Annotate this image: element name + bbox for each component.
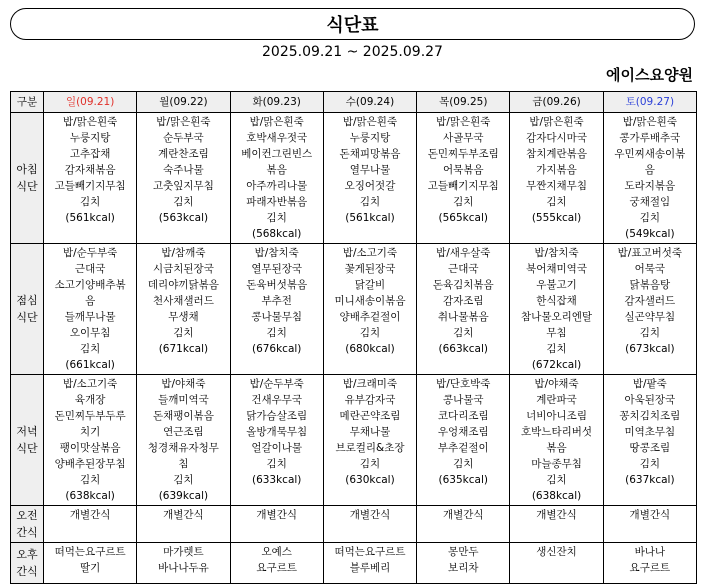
row-label xyxy=(11,113,44,244)
menu-item: (630kcal) xyxy=(345,474,395,486)
menu-item: 고춧잎지무침 xyxy=(152,180,214,192)
menu-cell xyxy=(44,244,137,375)
menu-cell xyxy=(603,244,696,375)
menu-cell xyxy=(44,375,137,506)
menu-item: 천사채샐러드 xyxy=(152,295,214,307)
menu-item: 볶음 xyxy=(266,164,287,176)
menu-item: 아주까리나물 xyxy=(246,180,308,192)
menu-item: 우엉채조림 xyxy=(437,426,489,438)
menu-item: 김치 xyxy=(546,343,567,355)
menu-item: 밥/소고기죽 xyxy=(63,378,118,390)
menu-item: 데리야끼닭볶음 xyxy=(147,279,219,291)
menu-item: 김치 xyxy=(359,196,381,208)
menu-item: 우불고기 xyxy=(536,279,577,291)
row-label-line: 식단 xyxy=(16,442,38,455)
menu-item: 돈민찌두부두루 xyxy=(54,410,126,422)
menu-item: 아욱된장국 xyxy=(624,394,676,406)
menu-item: 김치 xyxy=(79,196,101,208)
menu-item: 김치 xyxy=(79,343,101,355)
menu-item: (561kcal) xyxy=(345,212,395,224)
menu-item: 돈육김치볶음 xyxy=(432,279,494,291)
menu-item: 김치 xyxy=(639,458,660,470)
menu-item: 요구르트 xyxy=(256,562,297,574)
menu-item: (676kcal) xyxy=(251,343,302,355)
row-label-line: 간식 xyxy=(16,526,38,539)
menu-item: 김치 xyxy=(546,474,567,486)
menu-item: 열무된장국 xyxy=(251,263,303,275)
menu-item: 호박새우젓국 xyxy=(246,132,308,144)
menu-item: 밥/참치죽 xyxy=(534,247,579,259)
menu-item: 감자다시마국 xyxy=(526,132,587,144)
menu-item: 부추겉절이 xyxy=(437,442,489,454)
menu-item: 바나나 xyxy=(634,546,666,558)
menu-item: 음 xyxy=(85,295,96,307)
day-header: 금(09.26) xyxy=(510,92,603,113)
menu-item: 미니새송이볶음 xyxy=(334,295,406,307)
menu-item: 사골무국 xyxy=(442,132,484,144)
menu-item: 밥/야채죽 xyxy=(534,378,579,390)
row-label xyxy=(11,543,44,584)
menu-cell xyxy=(230,244,323,375)
menu-item: 김치 xyxy=(173,474,194,486)
menu-item: 요구르트 xyxy=(629,562,671,574)
menu-item: 밥/야채죽 xyxy=(161,378,206,390)
menu-item: 무생채 xyxy=(168,311,199,323)
row-label xyxy=(11,244,44,375)
row-label-line: 식단 xyxy=(16,180,38,193)
menu-item: 김치 xyxy=(266,327,287,339)
menu-item: (633kcal) xyxy=(251,474,302,486)
menu-item: (635kcal) xyxy=(438,474,488,486)
menu-item: 김치 xyxy=(266,458,287,470)
menu-item: (549kcal) xyxy=(625,228,675,240)
menu-item: 꽃게된장국 xyxy=(344,263,396,275)
menu-item: 무침 xyxy=(546,327,567,339)
menu-cell xyxy=(137,244,230,375)
menu-item: 들깨무나물 xyxy=(64,311,116,323)
menu-item: 감자샐러드 xyxy=(624,295,676,307)
menu-cell xyxy=(417,113,510,244)
page-title: 식단표 xyxy=(10,8,695,40)
table-body xyxy=(11,113,697,584)
menu-cell xyxy=(510,244,603,375)
menu-cell xyxy=(137,543,230,584)
menu-item: 부추전 xyxy=(261,295,292,307)
menu-item: 미역초무침 xyxy=(624,426,676,438)
menu-item: 밥/맑은흰죽 xyxy=(436,116,491,128)
menu-item: 참나물오리엔탈 xyxy=(521,311,593,323)
menu-item: 땅콩조림 xyxy=(629,442,671,454)
menu-cell xyxy=(137,506,230,543)
menu-item: 마늘종무침 xyxy=(531,458,582,470)
menu-item: 보리차 xyxy=(448,562,479,574)
menu-cell xyxy=(230,506,323,543)
menu-item: 김치 xyxy=(359,327,381,339)
row-label xyxy=(11,506,44,543)
row-label-line: 저녁 xyxy=(16,425,38,438)
menu-item: 누룽지탕 xyxy=(349,132,391,144)
menu-cell xyxy=(417,506,510,543)
menu-item: 들깨미역국 xyxy=(158,394,209,406)
menu-item: 콩나물국 xyxy=(442,394,484,406)
menu-item: 밥/순두부죽 xyxy=(249,378,304,390)
menu-item: 떠먹는요구르트 xyxy=(334,546,406,558)
date-range: 2025.09.21 ~ 2025.09.27 xyxy=(262,44,443,60)
menu-item: 개별간식 xyxy=(349,509,391,521)
menu-item: 닭가슴살조림 xyxy=(246,410,308,422)
menu-item: 밥/맑은흰죽 xyxy=(249,116,304,128)
menu-item: 개별간식 xyxy=(629,509,671,521)
menu-item: 음 xyxy=(644,164,655,176)
menu-item: 청경채유자청무 xyxy=(147,442,219,454)
menu-item: 김치 xyxy=(639,212,660,224)
menu-item: 치기 xyxy=(79,426,101,438)
menu-item: 돈민찌두부조림 xyxy=(427,148,499,160)
menu-cell xyxy=(44,113,137,244)
menu-item: 무채나물 xyxy=(349,426,391,438)
menu-item: 어묵볶음 xyxy=(442,164,484,176)
menu-item: 밥/맑은흰죽 xyxy=(156,116,211,128)
menu-item: 북어채미역국 xyxy=(526,263,587,275)
menu-item: 밥/맑은흰죽 xyxy=(342,116,398,128)
menu-item: 김치 xyxy=(639,327,660,339)
day-header: 일(09.21) xyxy=(44,92,137,113)
menu-item: 베이컨그린빈스 xyxy=(241,148,313,160)
menu-item: 딸기 xyxy=(79,562,101,574)
menu-item: 몽만두 xyxy=(448,546,479,558)
menu-item: 궁채절임 xyxy=(629,196,671,208)
menu-item: 밥/소고기죽 xyxy=(342,247,398,259)
menu-item: 계란찬조림 xyxy=(158,148,209,160)
menu-item: 김치 xyxy=(453,196,474,208)
menu-item: 호박느타리버섯 xyxy=(521,426,593,438)
menu-item: 생신잔치 xyxy=(536,546,577,558)
menu-item: 팽이맛살볶음 xyxy=(59,442,121,454)
menu-item: 코다리조림 xyxy=(437,410,489,422)
menu-item: 밥/단호박죽 xyxy=(436,378,491,390)
row-label-line: 간식 xyxy=(16,565,38,578)
menu-item: 건새우무국 xyxy=(251,394,303,406)
menu-item: 김치 xyxy=(79,474,101,486)
menu-item: 고추잡채 xyxy=(69,148,111,160)
menu-item: 실곤약무침 xyxy=(624,311,676,323)
menu-item: 김치 xyxy=(453,458,474,470)
breakfast-row xyxy=(11,113,697,244)
menu-item: 바나나두유 xyxy=(158,562,209,574)
menu-item: 밥/크래미죽 xyxy=(342,378,398,390)
menu-item: 밥/맑은흰죽 xyxy=(529,116,584,128)
menu-item: 계란파국 xyxy=(536,394,577,406)
menu-item: 양배추겉절이 xyxy=(339,311,401,323)
menu-item: 도라지볶음 xyxy=(624,180,676,192)
menu-item: 김치 xyxy=(359,458,381,470)
menu-item: 너비아니조림 xyxy=(526,410,587,422)
menu-item: 숙주나물 xyxy=(163,164,204,176)
menu-cell xyxy=(323,543,416,584)
menu-item: 유부감자국 xyxy=(344,394,396,406)
menu-item: 밥/참깨죽 xyxy=(161,247,206,259)
menu-item: 마가렛트 xyxy=(163,546,204,558)
menu-cell xyxy=(603,506,696,543)
menu-item: 열무나물 xyxy=(349,164,391,176)
row-label-line: 오후 xyxy=(16,548,38,561)
menu-item: (563kcal) xyxy=(158,212,209,224)
menu-item: 돈육버섯볶음 xyxy=(246,279,308,291)
dinner-row xyxy=(11,375,697,506)
day-header: 월(09.22) xyxy=(137,92,230,113)
menu-item: 개별간식 xyxy=(256,509,297,521)
menu-item: 고들빼기지무침 xyxy=(54,180,126,192)
menu-item: (680kcal) xyxy=(345,343,395,355)
day-header: 수(09.24) xyxy=(323,92,416,113)
menu-cell xyxy=(510,113,603,244)
menu-cell xyxy=(230,543,323,584)
menu-item: 밥/팥죽 xyxy=(632,378,667,390)
menu-item: 개별간식 xyxy=(69,509,111,521)
menu-item: 연근조림 xyxy=(163,426,204,438)
menu-item: (561kcal) xyxy=(65,212,115,224)
menu-item: (671kcal) xyxy=(158,343,209,355)
menu-item: 김치 xyxy=(546,196,567,208)
menu-item: 밥/새우살죽 xyxy=(436,247,491,259)
menu-item: (672kcal) xyxy=(531,359,582,371)
menu-item: (638kcal) xyxy=(65,490,115,502)
menu-cell xyxy=(230,113,323,244)
menu-cell xyxy=(510,543,603,584)
menu-item: 파래자반볶음 xyxy=(246,196,308,208)
menu-item: 김치 xyxy=(173,196,194,208)
menu-item: 감자조림 xyxy=(442,295,484,307)
table-header-row xyxy=(11,92,697,113)
menu-item: 시금치된장국 xyxy=(152,263,214,275)
menu-item: 밥/표고버섯죽 xyxy=(617,247,683,259)
menu-item: 얼갈이나물 xyxy=(251,442,303,454)
menu-cell xyxy=(417,244,510,375)
menu-item: 감자채볶음 xyxy=(64,164,116,176)
menu-item: (663kcal) xyxy=(438,343,488,355)
menu-item: 돈채피망볶음 xyxy=(339,148,401,160)
menu-item: (638kcal) xyxy=(531,490,582,502)
menu-item: 개별간식 xyxy=(442,509,484,521)
menu-item: (637kcal) xyxy=(625,474,675,486)
menu-item: 블루베리 xyxy=(349,562,391,574)
menu-item: 닭볶음탕 xyxy=(629,279,671,291)
header-label: 구분 xyxy=(11,92,44,113)
menu-item: 오징어젓갈 xyxy=(344,180,396,192)
menu-item: 밥/맑은흰죽 xyxy=(622,116,677,128)
menu-cell xyxy=(323,375,416,506)
menu-item: (661kcal) xyxy=(65,359,115,371)
menu-item: 소고기양배추볶 xyxy=(54,279,126,291)
menu-item: 꽁치김치조림 xyxy=(619,410,681,422)
menu-item: 개별간식 xyxy=(163,509,204,521)
menu-item: 취나물볶음 xyxy=(437,311,489,323)
menu-cell xyxy=(510,506,603,543)
menu-item: 참치계란볶음 xyxy=(526,148,587,160)
menu-item: 콩나물무침 xyxy=(251,311,303,323)
menu-item: 올방개묵무침 xyxy=(246,426,308,438)
day-header: 토(09.27) xyxy=(603,92,696,113)
day-header: 목(09.25) xyxy=(417,92,510,113)
row-label xyxy=(11,375,44,506)
menu-cell xyxy=(603,113,696,244)
menu-item: 오예스 xyxy=(261,546,292,558)
menu-cell xyxy=(603,543,696,584)
meal-plan-table xyxy=(10,91,697,584)
menu-item: 근대국 xyxy=(74,263,106,275)
row-label-line: 점심 xyxy=(16,294,38,307)
menu-item: (639kcal) xyxy=(158,490,209,502)
menu-cell xyxy=(510,375,603,506)
menu-item: 개별간식 xyxy=(536,509,577,521)
menu-item: 밥/참치죽 xyxy=(254,247,299,259)
menu-item: 고들빼기지무침 xyxy=(427,180,499,192)
menu-item: 근대국 xyxy=(448,263,479,275)
menu-cell xyxy=(323,113,416,244)
menu-item: 한식잡채 xyxy=(536,295,577,307)
menu-item: 오이무침 xyxy=(69,327,111,339)
menu-cell xyxy=(137,113,230,244)
menu-item: 김치 xyxy=(453,327,474,339)
menu-item: 우민찌새송이볶 xyxy=(614,148,686,160)
morning-snack-row xyxy=(11,506,697,543)
menu-item: 육개장 xyxy=(74,394,106,406)
menu-item: 양배추된장무침 xyxy=(54,458,126,470)
row-label-line: 아침 xyxy=(16,163,38,176)
menu-item: (673kcal) xyxy=(625,343,675,355)
row-label-line: 식단 xyxy=(16,311,38,324)
menu-cell xyxy=(44,543,137,584)
menu-item: 무짠지채무침 xyxy=(526,180,587,192)
menu-item: 돈채팽이볶음 xyxy=(152,410,214,422)
day-header: 화(09.23) xyxy=(230,92,323,113)
menu-cell xyxy=(44,506,137,543)
menu-item: 닭갈비 xyxy=(354,279,386,291)
menu-item: 침 xyxy=(178,458,189,470)
menu-item: 순두부국 xyxy=(163,132,204,144)
menu-cell xyxy=(230,375,323,506)
menu-item: 콩가루배추국 xyxy=(619,132,681,144)
menu-item: (555kcal) xyxy=(531,212,582,224)
menu-item: 브로컬리&초장 xyxy=(335,442,405,454)
menu-cell xyxy=(137,375,230,506)
menu-cell xyxy=(417,543,510,584)
menu-item: 밥/순두부죽 xyxy=(63,247,118,259)
menu-item: 가지볶음 xyxy=(536,164,577,176)
afternoon-snack-row xyxy=(11,543,697,584)
menu-item: 메란곤약조림 xyxy=(339,410,401,422)
row-label-line: 오전 xyxy=(16,509,38,522)
organization-name: 에이스요양원 xyxy=(606,66,693,84)
menu-cell xyxy=(323,244,416,375)
menu-item: (568kcal) xyxy=(251,228,302,240)
menu-item: 김치 xyxy=(173,327,194,339)
menu-item: 볶음 xyxy=(546,442,567,454)
menu-item: 어묵국 xyxy=(634,263,666,275)
menu-item: 김치 xyxy=(266,212,287,224)
menu-cell xyxy=(417,375,510,506)
menu-cell xyxy=(603,375,696,506)
menu-item: 누룽지탕 xyxy=(69,132,111,144)
menu-cell xyxy=(323,506,416,543)
menu-item: 밥/맑은흰죽 xyxy=(63,116,118,128)
lunch-row xyxy=(11,244,697,375)
menu-item: 떠먹는요구르트 xyxy=(54,546,126,558)
menu-item: (565kcal) xyxy=(438,212,488,224)
